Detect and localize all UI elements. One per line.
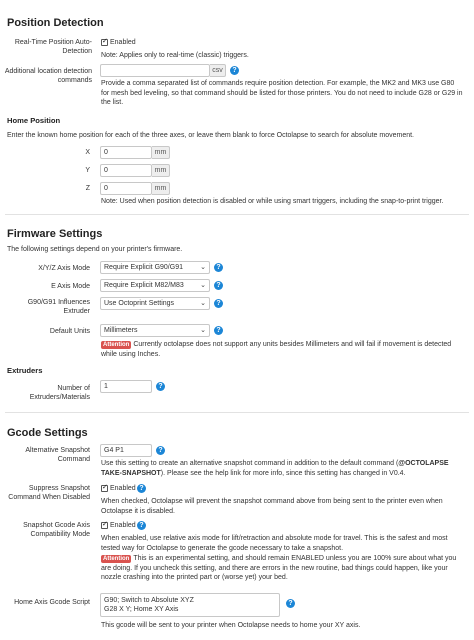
axis-compat-label: Snapshot Gcode Axis Compatibility Mode bbox=[23, 522, 90, 538]
axis-z-input[interactable]: 0 bbox=[100, 182, 152, 195]
additional-commands-label: Additional location detection commands bbox=[4, 68, 92, 84]
additional-commands-help-icon[interactable]: ? bbox=[230, 66, 239, 75]
e-mode-select[interactable] bbox=[100, 279, 210, 292]
axis-compat-checkbox[interactable] bbox=[101, 522, 108, 529]
alt-snapshot-label: Alternative Snapshot Command bbox=[25, 447, 90, 463]
home-axis-help-icon[interactable]: ? bbox=[286, 599, 295, 608]
auto-detection-checkbox[interactable] bbox=[101, 39, 108, 46]
auto-detection-note: Note: Applies only to real-time (classic) triggers. bbox=[101, 52, 249, 59]
home-axis-textarea[interactable]: G90; Switch to Absolute XYZ G28 X Y; Home XY Axis bbox=[100, 593, 280, 617]
alt-snapshot-help-before: Use this setting to create an alternative snapshot command in addition to the default command ( bbox=[101, 460, 399, 467]
g90-influences-select[interactable] bbox=[100, 297, 210, 310]
attention-badge: Attention bbox=[103, 342, 130, 348]
xyz-mode-select[interactable] bbox=[100, 261, 210, 274]
units-select[interactable] bbox=[100, 324, 210, 337]
suppress-checkbox-label: Enabled bbox=[110, 485, 136, 492]
e-mode-label: E Axis Mode bbox=[51, 283, 90, 290]
firmware-description: The following settings depend on your printer's firmware. bbox=[7, 246, 183, 253]
section-title-firmware: Firmware Settings bbox=[7, 228, 103, 240]
chevron-down-icon: ⌄ bbox=[200, 327, 206, 334]
chevron-down-icon: ⌄ bbox=[200, 282, 206, 289]
attention-badge: Attention bbox=[103, 556, 130, 562]
units-value: Millimeters bbox=[104, 327, 138, 334]
e-mode-help-icon[interactable]: ? bbox=[214, 281, 223, 290]
suppress-label: Suppress Snapshot Command When Disabled bbox=[8, 485, 90, 501]
axis-compat-help-icon[interactable]: ? bbox=[137, 521, 146, 530]
axis-compat-checkbox-label: Enabled bbox=[110, 522, 136, 529]
units-help-icon[interactable]: ? bbox=[214, 326, 223, 335]
alt-snapshot-help-icon[interactable]: ? bbox=[156, 446, 165, 455]
section-title-gcode: Gcode Settings bbox=[7, 427, 88, 439]
g90-influences-label: G90/G91 Influences Extruder bbox=[27, 299, 90, 315]
csv-addon: csv bbox=[210, 64, 226, 77]
divider bbox=[5, 214, 469, 215]
suppress-checkbox[interactable] bbox=[101, 485, 108, 492]
xyz-mode-help-icon[interactable]: ? bbox=[214, 263, 223, 272]
extruders-title: Extruders bbox=[7, 366, 43, 375]
e-mode-value: Require Explicit M82/M83 bbox=[104, 282, 184, 289]
axis-x-label: X bbox=[85, 149, 90, 156]
axis-compat-help: When enabled, use relative axis mode for lift/retraction and absolute mode for travel. This is the safest and most tested way for Octolapse to generate the gcode necessary to take a snapshot. bbox=[101, 535, 448, 552]
additional-commands-help: Provide a comma separated list of commands require position detection. For example, the MK2 and MK3 use G80 for mesh bed leveling, so that command should be listed for those printers. You do not need to include G28 or G29 in the list. bbox=[101, 80, 463, 106]
section-title-position-detection: Position Detection bbox=[7, 17, 104, 29]
axis-y-unit: mm bbox=[152, 164, 170, 177]
axis-x-unit: mm bbox=[152, 146, 170, 159]
axis-y-label: Y bbox=[85, 167, 90, 174]
extruder-count-help-icon[interactable]: ? bbox=[156, 382, 165, 391]
alt-snapshot-help-after: ). Please see the help link for more info, since this setting has changed in V0.4. bbox=[160, 469, 406, 477]
home-axis-help: This gcode will be sent to your printer when Octolapse needs to home your XY axis. bbox=[101, 622, 361, 629]
extruder-count-input[interactable]: 1 bbox=[100, 380, 152, 393]
units-warning-text: Currently octolapse does not support any units besides Millimeters and will fail if movement is detected while using Inches. bbox=[101, 341, 452, 358]
axis-z-unit: mm bbox=[152, 182, 170, 195]
xyz-mode-label: X/Y/Z Axis Mode bbox=[38, 265, 90, 272]
alt-snapshot-help bbox=[101, 459, 463, 478]
g90-influences-value: Use Octoprint Settings bbox=[104, 300, 175, 307]
divider bbox=[5, 412, 469, 413]
axis-y-input[interactable]: 0 bbox=[100, 164, 152, 177]
chevron-down-icon: ⌄ bbox=[200, 300, 206, 307]
axis-compat-warning-text: This is an experimental setting, and should remain ENABLED unless you are 100% sure about what you are doing. If you uncheck this setting, and there are errors in the new routine, bad things could happen, like your nozzle crashing into the printed part or (worse yet) your bed. bbox=[101, 555, 457, 581]
auto-detection-label: Real-Time Position Auto-Detection bbox=[14, 39, 92, 55]
home-axis-label: Home Axis Gcode Script bbox=[14, 599, 90, 606]
xyz-mode-value: Require Explicit G90/G91 bbox=[104, 264, 183, 271]
auto-detection-checkbox-label: Enabled bbox=[110, 39, 136, 46]
axis-compat-warning bbox=[101, 554, 463, 583]
suppress-help-icon[interactable]: ? bbox=[137, 484, 146, 493]
home-position-title: Home Position bbox=[7, 116, 61, 125]
g90-influences-help-icon[interactable]: ? bbox=[214, 299, 223, 308]
alt-snapshot-input[interactable]: G4 P1 bbox=[100, 444, 152, 457]
home-position-description: Enter the known home position for each of the three axes, or leave them blank to force Octolapse to search for absolute movement. bbox=[7, 132, 415, 139]
axis-x-input[interactable]: 0 bbox=[100, 146, 152, 159]
units-label: Default Units bbox=[49, 328, 90, 335]
home-position-note: Note: Used when position detection is disabled or while using smart triggers, including the snap-to-print trigger. bbox=[101, 198, 444, 205]
additional-commands-input[interactable] bbox=[100, 64, 210, 77]
suppress-help: When checked, Octolapse will prevent the snapshot command above from being sent to the printer even when Octolapse it is disabled. bbox=[101, 498, 443, 515]
snapshot-command-code: @OCTOLAPSE TAKE-SNAPSHOT bbox=[101, 460, 449, 477]
axis-z-label: Z bbox=[85, 185, 90, 192]
extruder-count-label: Number of Extruders/Materials bbox=[29, 385, 90, 401]
units-warning bbox=[101, 340, 466, 359]
chevron-down-icon: ⌄ bbox=[200, 264, 206, 271]
